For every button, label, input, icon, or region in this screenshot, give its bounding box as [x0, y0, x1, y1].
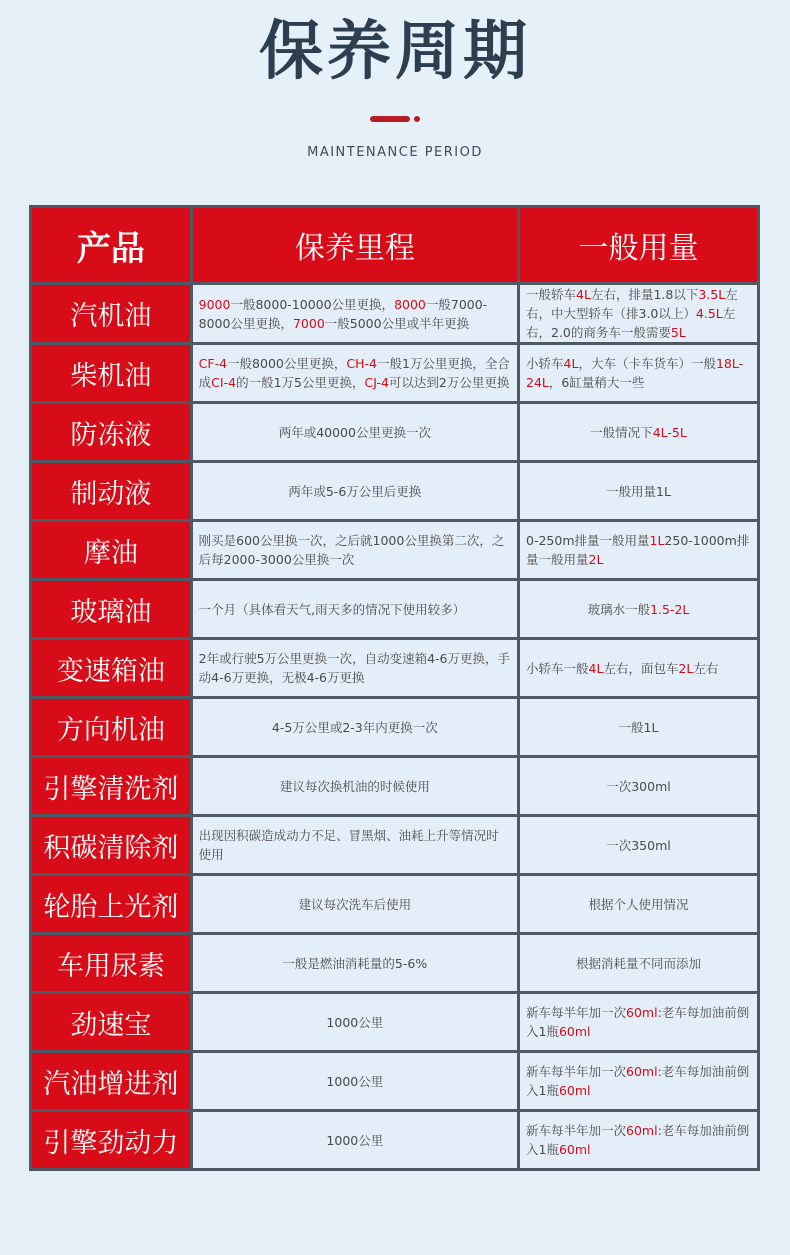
- usage-cell: [519, 639, 759, 698]
- usage-cell-text: [520, 895, 757, 914]
- mileage-cell: [191, 934, 518, 993]
- product-name-cell: 车用尿素: [31, 934, 192, 993]
- text-segment: 250-1000m排量一般用量: [526, 533, 750, 567]
- highlight-value: 4L: [576, 287, 591, 302]
- usage-cell: [519, 1052, 759, 1111]
- usage-cell: [519, 875, 759, 934]
- mileage-cell: [191, 816, 518, 875]
- highlight-value: 4L-5L: [652, 424, 687, 440]
- text-segment: 左右，面包车: [603, 660, 679, 676]
- highlight-value: 60ml: [558, 1024, 591, 1039]
- accent-bar: [370, 116, 410, 122]
- usage-cell-text: [520, 718, 757, 737]
- mileage-cell: [191, 698, 518, 757]
- usage-cell-text: [520, 482, 757, 501]
- text-segment: 1000公里: [326, 1073, 384, 1089]
- usage-cell-text: [520, 954, 757, 973]
- table-row: [31, 344, 759, 403]
- usage-cell-text: [520, 285, 757, 342]
- product-name-cell: 摩油: [31, 521, 192, 580]
- product-name-cell: 玻璃油: [31, 580, 192, 639]
- table-row: [31, 521, 759, 580]
- mileage-cell-text: [193, 895, 517, 914]
- highlight-value: 1L: [649, 533, 665, 548]
- highlight-value: 2L: [678, 660, 694, 676]
- mileage-cell-text: [193, 482, 517, 501]
- text-segment: 一般轿车: [526, 287, 577, 302]
- usage-cell: [519, 580, 759, 639]
- product-name-cell: 引擎清洗剂: [31, 757, 192, 816]
- highlight-value: 2L: [588, 552, 604, 567]
- mileage-cell-text: [193, 649, 517, 687]
- text-segment: 一般是燃油消耗量的5-6%: [282, 955, 428, 971]
- column-header-product: 产品: [31, 207, 192, 284]
- mileage-cell: [191, 462, 518, 521]
- highlight-value: 60ml: [558, 1083, 591, 1098]
- text-segment: 建议每次洗车后使用: [298, 896, 412, 912]
- highlight-value: 8000: [394, 296, 426, 312]
- mileage-cell: [191, 521, 518, 580]
- highlight-value: 4L: [588, 660, 604, 676]
- mileage-cell-text: [193, 600, 517, 619]
- highlight-value: 1.5-2L: [650, 601, 690, 617]
- usage-cell-text: [520, 423, 757, 442]
- product-name-cell: 引擎劲动力: [31, 1111, 192, 1170]
- usage-cell-text: [520, 1003, 757, 1041]
- highlight-value: 3.5L: [698, 287, 726, 302]
- text-segment: 玻璃水一般: [587, 601, 651, 617]
- highlight-value: 5L: [670, 325, 686, 340]
- product-name-cell: 汽机油: [31, 284, 192, 344]
- text-segment: 可以达到2万公里更换: [388, 375, 510, 390]
- text-segment: ，大车（卡车货车）一般: [578, 356, 716, 371]
- text-segment: 一次300ml: [606, 778, 671, 794]
- usage-cell: [519, 403, 759, 462]
- table-row: [31, 403, 759, 462]
- highlight-value: 60ml: [626, 1064, 658, 1079]
- mileage-cell: [191, 1111, 518, 1170]
- text-segment: 一般8000-10000公里更换，: [230, 296, 395, 312]
- product-name-cell: 方向机油: [31, 698, 192, 757]
- text-segment: 一般情况下: [590, 424, 653, 440]
- text-segment: 一般用量1L: [606, 483, 671, 499]
- mileage-cell-text: [193, 718, 517, 737]
- mileage-cell: [191, 993, 518, 1052]
- usage-cell: [519, 1111, 759, 1170]
- highlight-value: CH-4: [346, 356, 377, 371]
- usage-cell: [519, 284, 759, 344]
- usage-cell: [519, 462, 759, 521]
- usage-cell-text: [520, 531, 757, 569]
- table-header-row: [31, 207, 759, 284]
- highlight-value: 7000: [292, 315, 325, 331]
- usage-cell-text: [520, 1062, 757, 1100]
- text-segment: :老车每加油前倒入1瓶: [526, 1064, 750, 1098]
- text-segment: 一般7000-8000公里更换，: [198, 296, 488, 331]
- table-row: [31, 875, 759, 934]
- usage-cell-text: [520, 354, 757, 392]
- highlight-value: 4.5L: [695, 306, 723, 321]
- mileage-cell: [191, 284, 518, 344]
- mileage-cell-text: [193, 777, 517, 796]
- highlight-value: 60ml: [626, 1123, 658, 1138]
- highlight-value: CI-4: [211, 375, 237, 390]
- mileage-cell-text: [193, 1013, 517, 1032]
- highlight-value: 18L-24L: [526, 356, 744, 390]
- text-segment: 一般5000公里或半年更换: [324, 315, 470, 331]
- text-segment: 新车每半年加一次: [526, 1123, 627, 1138]
- text-segment: 2年或行驶5万公里更换一次，自动变速箱4-6万更换，手动4-6万更换，无极4-6万更换: [198, 651, 510, 685]
- product-name-cell: 制动液: [31, 462, 192, 521]
- text-segment: 1000公里: [326, 1014, 384, 1030]
- text-segment: 两年或40000公里更换一次: [278, 424, 431, 440]
- usage-cell-text: [520, 600, 757, 619]
- mileage-cell: [191, 875, 518, 934]
- mileage-cell-text: [193, 1131, 517, 1150]
- text-segment: 根据消耗量不同而添加: [575, 955, 701, 971]
- mileage-cell-text: [193, 826, 517, 864]
- text-segment: :老车每加油前倒入1瓶: [526, 1123, 750, 1157]
- page-subtitle: MAINTENANCE PERIOD: [307, 145, 483, 160]
- text-segment: 新车每半年加一次: [526, 1064, 627, 1079]
- mileage-cell-text: [193, 954, 517, 973]
- table-row: [31, 816, 759, 875]
- table-row: [31, 462, 759, 521]
- text-segment: 出现因积碳造成动力不足、冒黑烟、油耗上升等情况时使用: [198, 828, 499, 862]
- text-segment: 刚买是600公里换一次，之后就1000公里换第二次，之后每2000-3000公里换一次: [198, 533, 505, 567]
- text-segment: 一般8000公里更换，: [227, 356, 347, 371]
- text-segment: 的一般1万5公里更换，: [236, 375, 365, 390]
- text-segment: 左右，中大型轿车（排3.0以上）: [526, 287, 738, 321]
- table-row: [31, 639, 759, 698]
- maintenance-table: [29, 205, 760, 1171]
- usage-cell: [519, 521, 759, 580]
- table-row: [31, 284, 759, 344]
- text-segment: 根据个人使用情况: [588, 896, 689, 912]
- product-name-cell: 汽油增进剂: [31, 1052, 192, 1111]
- page-header: [0, 0, 790, 206]
- mileage-cell: [191, 580, 518, 639]
- product-name-cell: 变速箱油: [31, 639, 192, 698]
- text-segment: 小轿车一般: [526, 660, 589, 676]
- text-segment: 建议每次换机油的时候使用: [279, 778, 430, 794]
- product-name-cell: 轮胎上光剂: [31, 875, 192, 934]
- highlight-value: 4L: [563, 356, 579, 371]
- product-name-cell: 劲速宝: [31, 993, 192, 1052]
- usage-cell-text: [520, 777, 757, 796]
- table-row: [31, 580, 759, 639]
- table-row: [31, 698, 759, 757]
- text-segment: 一次350ml: [606, 837, 671, 853]
- mileage-cell-text: [193, 295, 517, 333]
- text-segment: :老车每加油前倒入1瓶: [526, 1005, 750, 1039]
- mileage-cell: [191, 757, 518, 816]
- table-row: [31, 1111, 759, 1170]
- mileage-cell-text: [193, 354, 517, 392]
- usage-cell: [519, 993, 759, 1052]
- text-segment: 1000公里: [326, 1132, 384, 1148]
- mileage-cell: [191, 1052, 518, 1111]
- text-segment: 4-5万公里或2-3年内更换一次: [271, 719, 438, 735]
- accent-dot: [414, 116, 420, 122]
- usage-cell: [519, 344, 759, 403]
- column-header-usage: 一般用量: [519, 207, 759, 284]
- mileage-cell: [191, 639, 518, 698]
- text-segment: 一般1L: [618, 719, 659, 735]
- text-segment: 新车每半年加一次: [526, 1005, 627, 1020]
- column-header-mileage: 保养里程: [191, 207, 518, 284]
- mileage-cell: [191, 403, 518, 462]
- usage-cell-text: [520, 1121, 757, 1159]
- table-row: [31, 993, 759, 1052]
- highlight-value: 60ml: [626, 1005, 658, 1020]
- mileage-cell-text: [193, 531, 517, 569]
- usage-cell: [519, 757, 759, 816]
- product-name-cell: 柴机油: [31, 344, 192, 403]
- text-segment: 左右: [693, 660, 719, 676]
- product-name-cell: 防冻液: [31, 403, 192, 462]
- highlight-value: CJ-4: [364, 375, 389, 390]
- text-segment: 一般1万公里更换，全合成: [198, 356, 510, 390]
- title-accent-divider: [370, 116, 430, 122]
- text-segment: 一个月（具体看天气,雨天多的情况下使用较多）: [198, 601, 466, 617]
- highlight-value: 9000: [198, 296, 231, 312]
- text-segment: 左右，排量1.8以下: [590, 287, 699, 302]
- text-segment: 左右，2.0的商务车一般需要: [526, 306, 736, 340]
- usage-cell-text: [520, 836, 757, 855]
- text-segment: 0-250m排量一般用量: [526, 533, 650, 548]
- text-segment: 小轿车: [526, 356, 564, 371]
- mileage-cell: [191, 344, 518, 403]
- table-row: [31, 1052, 759, 1111]
- usage-cell: [519, 816, 759, 875]
- usage-cell-text: [520, 659, 757, 678]
- highlight-value: 60ml: [558, 1142, 591, 1157]
- page-title: 保养周期: [259, 15, 531, 89]
- mileage-cell-text: [193, 423, 517, 442]
- table-row: [31, 757, 759, 816]
- text-segment: 两年或5-6万公里后更换: [288, 483, 422, 499]
- highlight-value: CF-4: [198, 356, 228, 371]
- text-segment: ，6缸量稍大一些: [548, 375, 645, 390]
- usage-cell: [519, 698, 759, 757]
- table-row: [31, 934, 759, 993]
- product-name-cell: 积碳清除剂: [31, 816, 192, 875]
- usage-cell: [519, 934, 759, 993]
- mileage-cell-text: [193, 1072, 517, 1091]
